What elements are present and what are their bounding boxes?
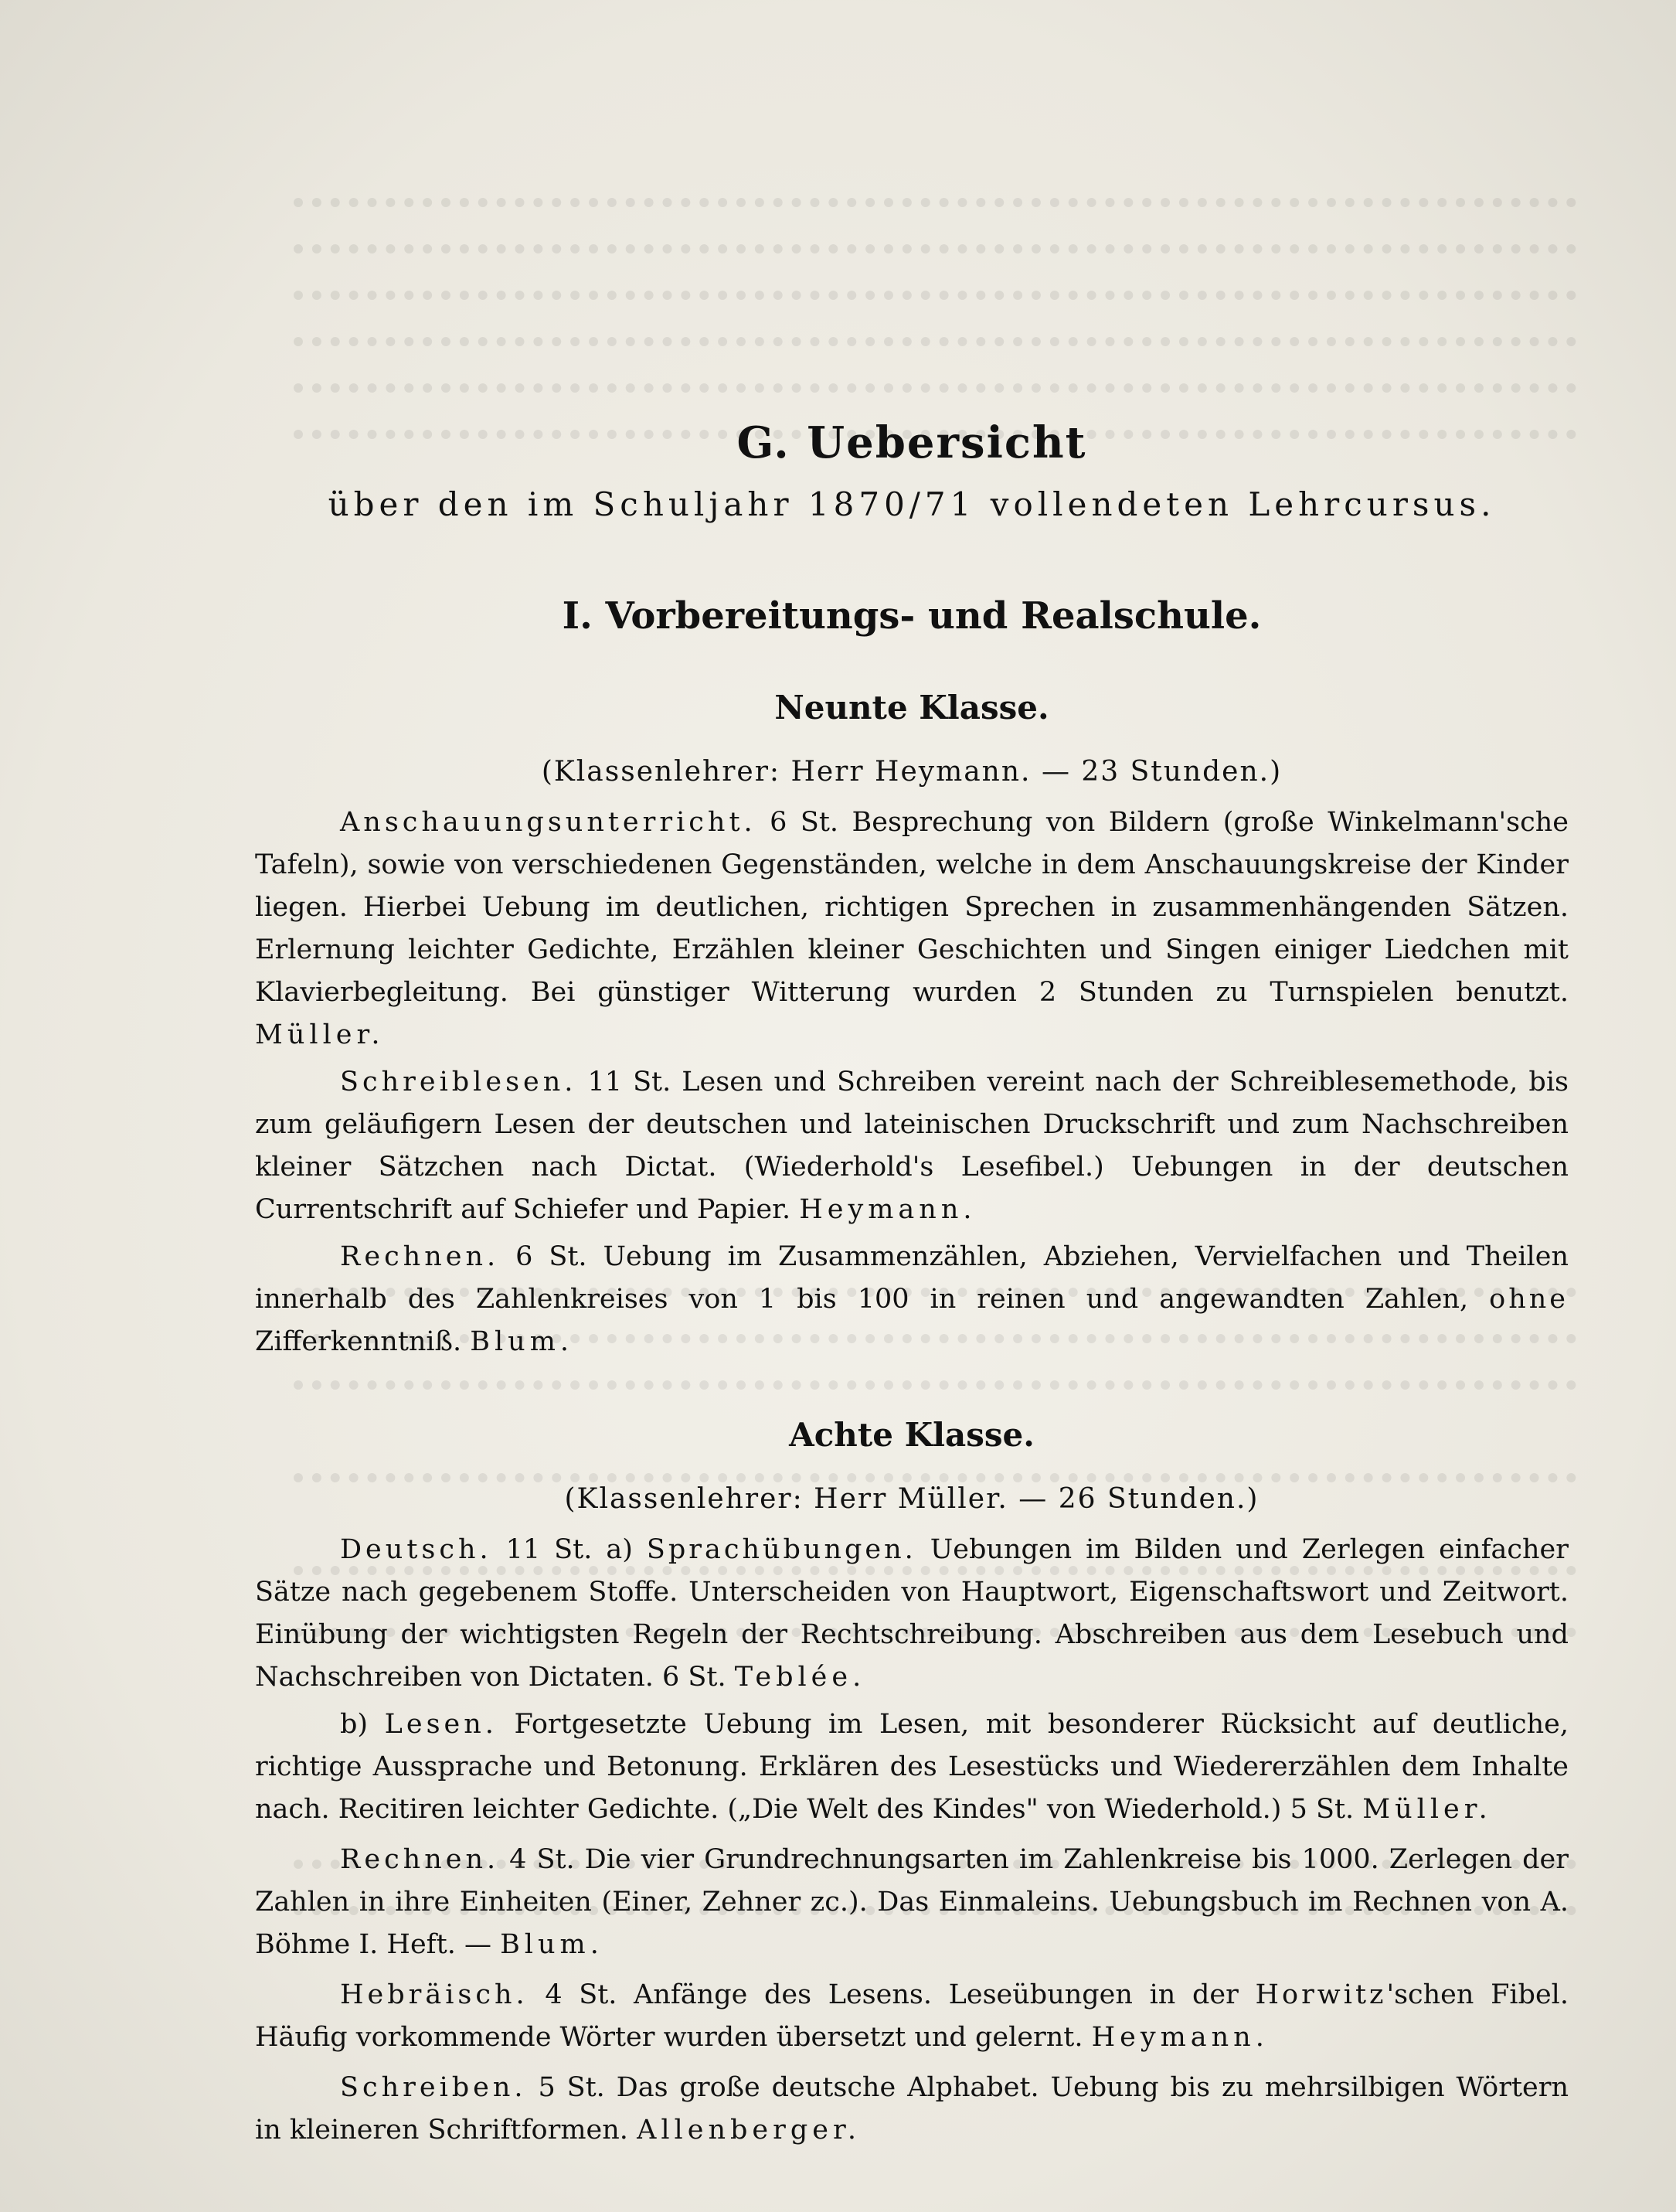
subsubject-name: Sprachübungen. (646, 1534, 916, 1565)
subject-name: Deutsch. (340, 1534, 492, 1565)
subject-name: Lesen. (384, 1709, 498, 1740)
subject-name: Rechnen. (340, 1241, 500, 1272)
subject-text: 11 St. Lesen und Schreiben vereint nach der Schreiblesemethode, bis zum geläufigern Lesen der deutschen und lateinischen Druckschrift und zum Nachschreiben kleiner Sätzchen nach Dictat. (Wiederhold's Lesefibel.) Uebungen in der deutschen Currentschrift auf Schiefer und Papier. (255, 1067, 1569, 1225)
subject-paragraph (255, 1703, 1569, 1831)
teacher-name: Allenberger. (637, 2115, 861, 2146)
emphasis-text: ohne (1489, 1284, 1569, 1315)
subject-paragraph (255, 1061, 1569, 1231)
subject-text: 6 St. Besprechung von Bildern (große Winkelmann'sche Tafeln), sowie von verschiedenen Gegenständen, welche in dem Anschauungskreise der Kinder liegen. Hierbei Uebung im deutlichen, richtigen Sprechen in zusammenhängenden Sätzen. Erlernung leichter Gedichte, Erzählen kleiner Geschichten und Singen einiger Liedchen mit Klavierbegleitung. Bei günstiger Witterung wurden 2 Stunden zu Turnspielen benutzt. (255, 807, 1569, 1008)
subpoint-prefix: b) (340, 1709, 385, 1740)
teacher-name: Teblée. (734, 1662, 866, 1693)
class-title-neunte: Neunte Klasse. (774, 689, 1049, 727)
subject-paragraph (255, 1839, 1569, 1966)
subject-text-continued: 'schen Fibel. Häufig vorkommende Wörter wurden übersetzt und gelernt. (255, 1979, 1569, 2053)
subject-paragraph (255, 1974, 1569, 2059)
subject-text: 4 St. Die vier Grundrechnungsarten im Zahlenkreise bis 1000. Zerlegen der Zahlen in ihre Einheiten (Einer, Zehner zc.). Das Einmaleins. Uebungsbuch im Rechnen von A. Böhme I. Heft. — (255, 1844, 1569, 1960)
subject-text-continued: Uebungen im Bilden und Zerlegen einfacher Sätze nach gegebenem Stoffe. Unterscheiden von Hauptwort, Eigenschaftswort und Zeitwort. Einübung der wichtigsten Regeln der Rechtschreibung. Abschreiben aus dem Lesebuch und Nachschreiben von Dictaten. 6 St. (255, 1534, 1569, 1693)
subject-name: Rechnen. (340, 1844, 500, 1875)
subject-name: Schreiblesen. (340, 1067, 577, 1097)
subject-paragraph (255, 2067, 1569, 2152)
class-title-achte: Achte Klasse. (789, 1416, 1035, 1454)
teacher-name: Müller. (255, 1019, 385, 1050)
subject-text: 11 St. a) (491, 1534, 647, 1565)
subject-name: Hebräisch. (340, 1979, 529, 2010)
teacher-name: Heymann. (1091, 2022, 1269, 2053)
section-heading: G. Uebersicht (736, 417, 1087, 468)
subsubject-name: Horwitz (1255, 1979, 1387, 2010)
class-teacher-line: (Klassenlehrer: Herr Müller. — 26 Stunden.) (564, 1483, 1260, 1515)
teacher-name: Blum. (470, 1326, 574, 1357)
subject-paragraph (255, 1236, 1569, 1363)
subject-name: Schreiben. (340, 2072, 527, 2103)
subject-text: 4 St. Anfänge des Lesens. Leseübungen in der (528, 1979, 1256, 2010)
subject-text: 6 St. Uebung im Zusammenzählen, Abziehen, Vervielfachen und Theilen innerhalb des Zahlenkreises von 1 bis 100 in reinen und angewandten Zahlen, (255, 1241, 1569, 1315)
subject-text-continued: Zifferkenntniß. (255, 1326, 471, 1357)
section-subheading: über den im Schuljahr 1870/71 vollendeten Lehrcursus. (328, 485, 1496, 523)
page-content (255, 417, 1569, 2156)
subject-paragraph (255, 801, 1569, 1057)
teacher-name: Blum. (500, 1929, 603, 1960)
subject-paragraph (255, 1529, 1569, 1699)
subject-name: Anschauungsunterricht. (340, 807, 756, 838)
teacher-name: Müller. (1362, 1794, 1492, 1825)
subject-text: 5 St. Das große deutsche Alphabet. Uebung bis zu mehrsilbigen Wörtern in kleineren Schriftformen. (255, 2072, 1569, 2146)
school-title: I. Vorbereitungs- und Realschule. (562, 594, 1262, 638)
subject-text: Fortgesetzte Uebung im Lesen, mit besonderer Rücksicht auf deutliche, richtige Aussprache und Betonung. Erklären des Lesestücks und Wiedererzählen dem Inhalte nach. Recitiren leichter Gedichte. („Die Welt des Kindes" von Wiederhold.) 5 St. (255, 1709, 1569, 1825)
class-teacher-line: (Klassenlehrer: Herr Heymann. — 23 Stunden.) (541, 756, 1283, 788)
teacher-name: Heymann. (799, 1194, 977, 1225)
